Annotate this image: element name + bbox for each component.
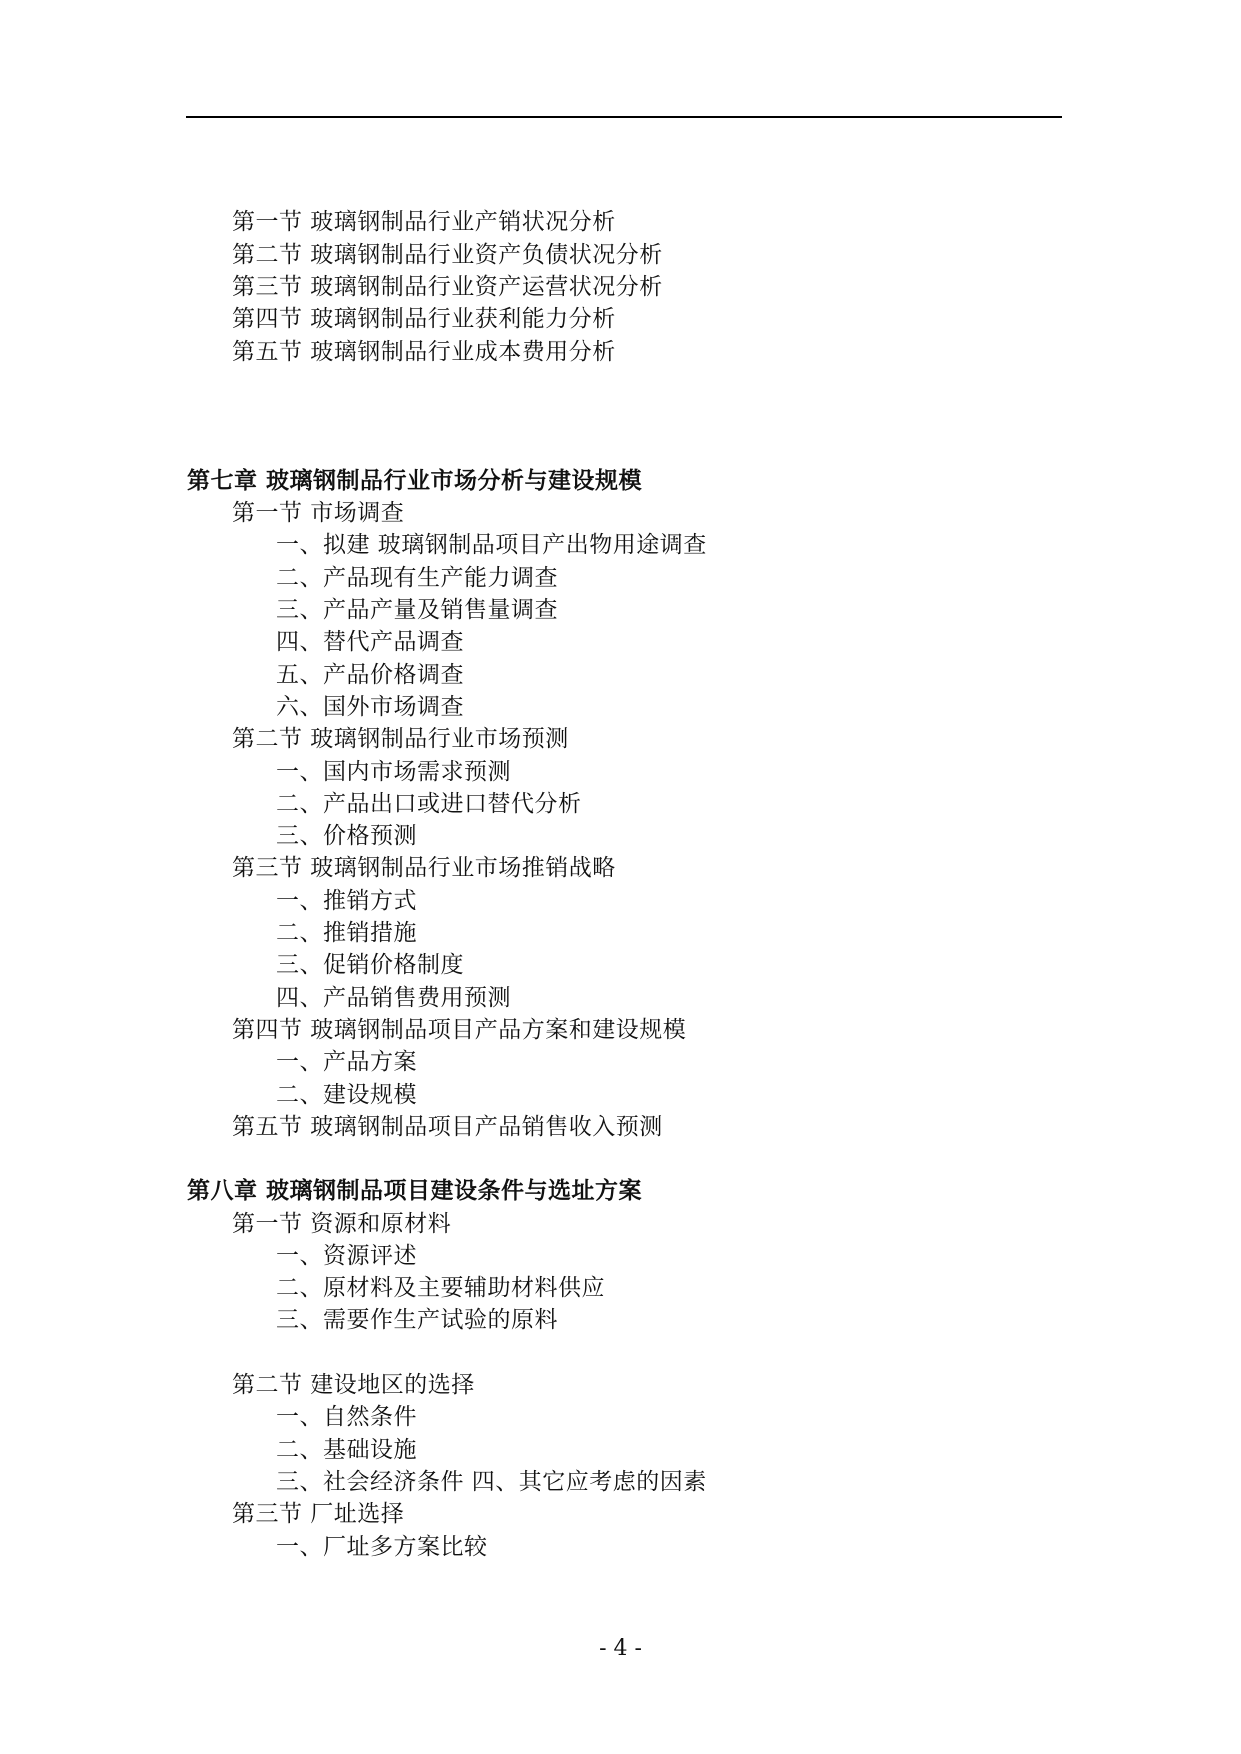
- toc-item: 四、替代产品调查: [276, 629, 464, 655]
- toc-item: 二、产品现有生产能力调查: [276, 565, 558, 591]
- toc-item: 二、基础设施: [276, 1437, 417, 1463]
- toc-item: 六、国外市场调查: [276, 694, 464, 720]
- toc-chapter-title: 第七章 玻璃钢制品行业市场分析与建设规模: [187, 467, 643, 494]
- toc-item: 二、原材料及主要辅助材料供应: [276, 1275, 605, 1301]
- toc-item: 一、资源评述: [276, 1243, 417, 1269]
- toc-item: 一、产品方案: [276, 1049, 417, 1075]
- toc-item: 三、促销价格制度: [276, 952, 464, 978]
- header-rule: [186, 116, 1062, 118]
- toc-item: 四、产品销售费用预测: [276, 985, 511, 1011]
- toc-section: 第二节 玻璃钢制品行业市场预测: [232, 726, 569, 752]
- toc-section: 第二节 建设地区的选择: [232, 1372, 475, 1398]
- toc-chapter-title: 第八章 玻璃钢制品项目建设条件与选址方案: [187, 1177, 643, 1204]
- toc-item: 一、自然条件: [276, 1404, 417, 1430]
- toc-section: 第三节 玻璃钢制品行业资产运营状况分析: [232, 274, 663, 300]
- toc-item: 三、产品产量及销售量调查: [276, 597, 558, 623]
- toc-section: 第三节 玻璃钢制品行业市场推销战略: [232, 855, 616, 881]
- toc-section: 第一节 玻璃钢制品行业产销状况分析: [232, 209, 616, 235]
- toc-item: 一、推销方式: [276, 888, 417, 914]
- toc-item: 二、建设规模: [276, 1082, 417, 1108]
- toc-section: 第一节 市场调查: [232, 500, 405, 526]
- toc-item: 二、产品出口或进口替代分析: [276, 791, 582, 817]
- toc-section: 第四节 玻璃钢制品项目产品方案和建设规模: [232, 1017, 687, 1043]
- toc-item: 五、产品价格调查: [276, 662, 464, 688]
- toc-item: 一、厂址多方案比较: [276, 1534, 488, 1560]
- toc-item: 三、价格预测: [276, 823, 417, 849]
- toc-section: 第四节 玻璃钢制品行业获利能力分析: [232, 306, 616, 332]
- toc-item: 一、国内市场需求预测: [276, 759, 511, 785]
- toc-item: 一、拟建 玻璃钢制品项目产出物用途调查: [276, 532, 707, 558]
- toc-section: 第三节 厂址选择: [232, 1501, 405, 1527]
- page-number: - 4 -: [599, 1636, 642, 1661]
- toc-section: 第五节 玻璃钢制品行业成本费用分析: [232, 339, 616, 365]
- toc-section: 第五节 玻璃钢制品项目产品销售收入预测: [232, 1114, 663, 1140]
- toc-section: 第一节 资源和原材料: [232, 1211, 452, 1237]
- toc-item: 三、社会经济条件 四、其它应考虑的因素: [276, 1469, 707, 1495]
- toc-item: 二、推销措施: [276, 920, 417, 946]
- toc-item: 三、需要作生产试验的原料: [276, 1307, 558, 1333]
- toc-section: 第二节 玻璃钢制品行业资产负债状况分析: [232, 242, 663, 268]
